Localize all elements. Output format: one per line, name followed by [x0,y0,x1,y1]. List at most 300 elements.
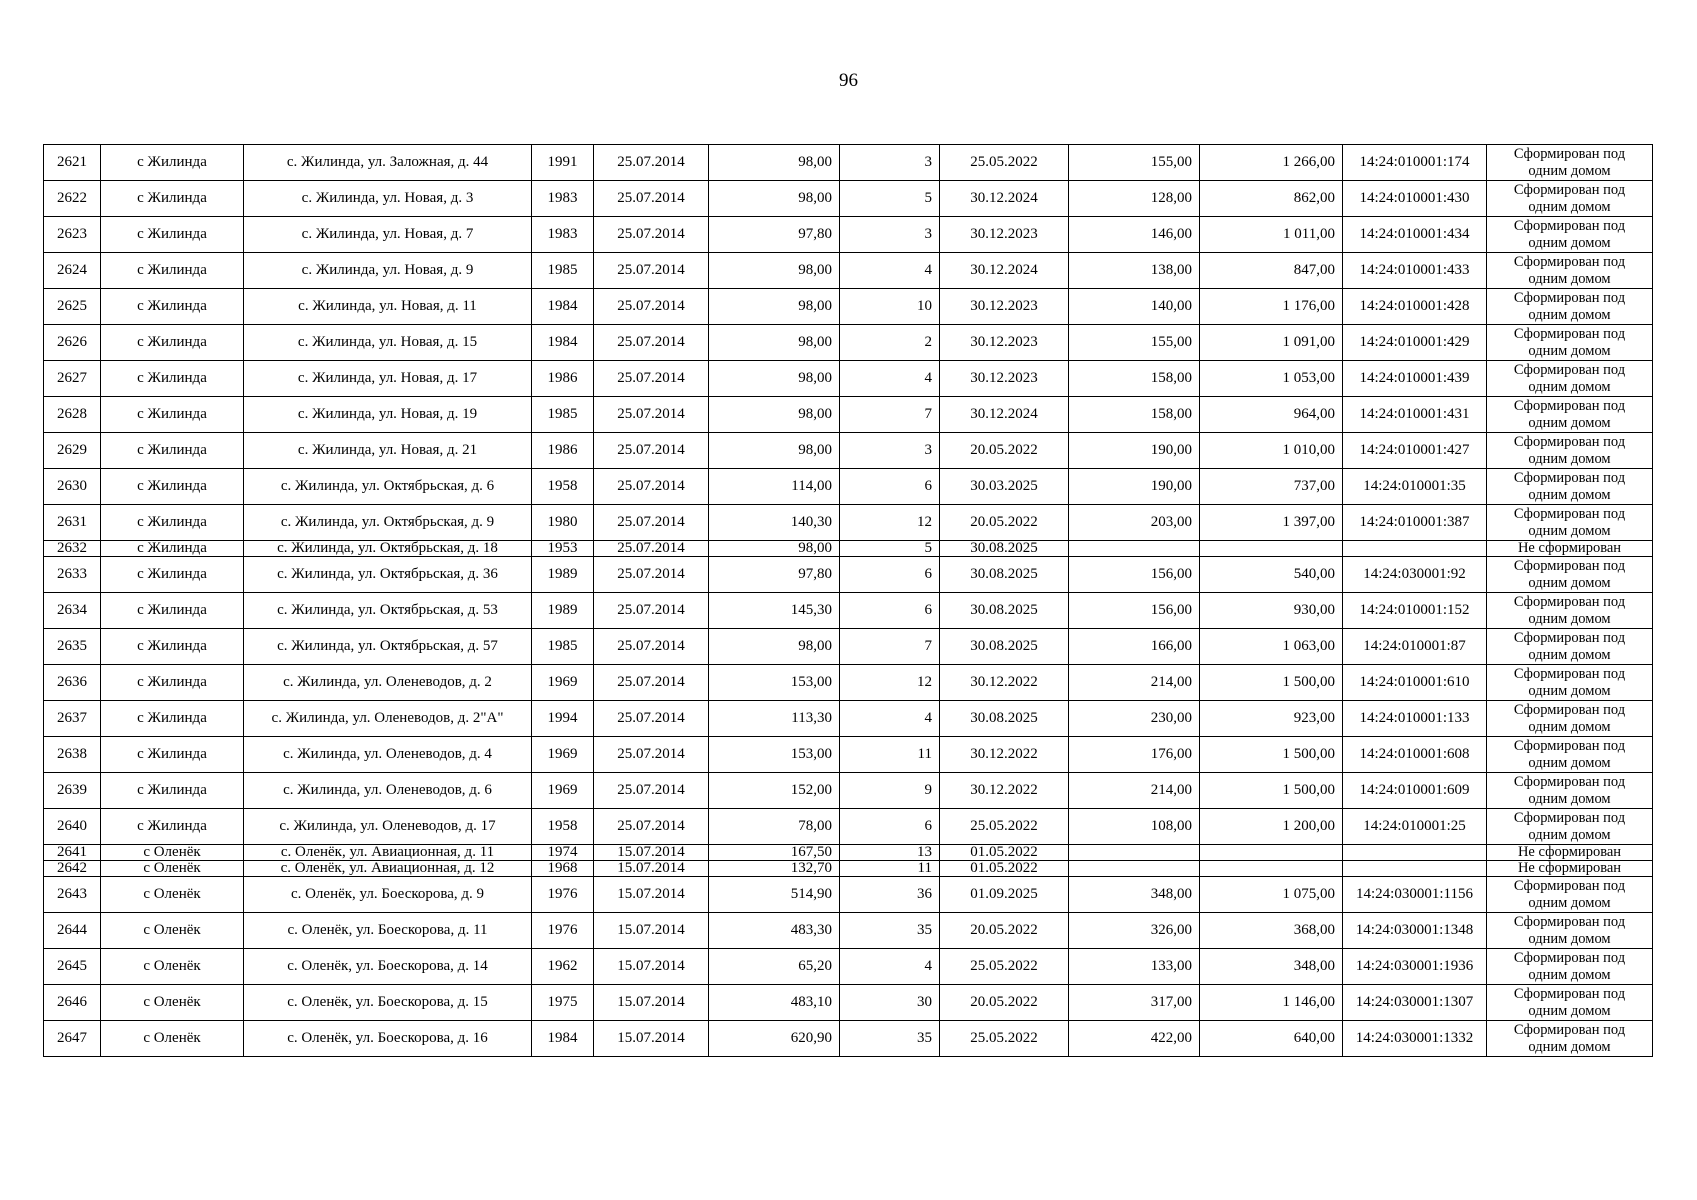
table-row [44,433,1653,469]
cell-land-area: 214,00 [1069,773,1200,809]
cell-address: с. Жилинда, ул. Оленеводов, д. 4 [244,737,532,773]
cell-land-status: Сформирован под одним домом [1487,433,1653,469]
cell-row-number: 2630 [44,469,101,505]
table-row [44,737,1653,773]
cell-inclusion-date: 15.07.2014 [594,861,709,877]
cell-residents: 9 [840,773,940,809]
cell-residents: 12 [840,505,940,541]
table-row [44,289,1653,325]
cell-settlement: с Жилинда [101,541,244,557]
cell-cadastral-value: 923,00 [1200,701,1343,737]
cell-resettlement-date: 01.05.2022 [940,845,1069,861]
cell-land-area: 214,00 [1069,665,1200,701]
cell-residents: 6 [840,809,940,845]
cell-land-status: Сформирован под одним домом [1487,397,1653,433]
cell-resettlement-date: 25.05.2022 [940,949,1069,985]
cell-row-number: 2625 [44,289,101,325]
cell-resettlement-date: 30.08.2025 [940,593,1069,629]
cell-land-status: Сформирован под одним домом [1487,985,1653,1021]
cell-cadastral-number: 14:24:010001:35 [1343,469,1487,505]
cell-land-area: 326,00 [1069,913,1200,949]
cell-settlement: с Жилинда [101,289,244,325]
table-row [44,701,1653,737]
cell-build-year: 1983 [532,217,594,253]
cell-cadastral-number [1343,845,1487,861]
cell-residents: 36 [840,877,940,913]
cell-settlement: с Жилинда [101,665,244,701]
cell-resettlement-date: 30.12.2022 [940,737,1069,773]
cell-land-area: 158,00 [1069,361,1200,397]
cell-address: с. Оленёк, ул. Боескорова, д. 9 [244,877,532,913]
cell-area: 132,70 [709,861,840,877]
cell-address: с. Жилинда, ул. Октябрьская, д. 57 [244,629,532,665]
cell-cadastral-number: 14:24:010001:25 [1343,809,1487,845]
table-row [44,397,1653,433]
cell-land-status: Сформирован под одним домом [1487,773,1653,809]
table-row [44,145,1653,181]
cell-cadastral-value: 1 063,00 [1200,629,1343,665]
cell-cadastral-number [1343,541,1487,557]
cell-build-year: 1976 [532,877,594,913]
cell-cadastral-number: 14:24:010001:439 [1343,361,1487,397]
cell-settlement: с Оленёк [101,985,244,1021]
cell-area: 153,00 [709,737,840,773]
housing-registry-table [43,144,1653,1057]
cell-cadastral-value: 1 053,00 [1200,361,1343,397]
cell-build-year: 1985 [532,253,594,289]
cell-land-area: 155,00 [1069,325,1200,361]
cell-area: 140,30 [709,505,840,541]
cell-address: с. Жилинда, ул. Новая, д. 3 [244,181,532,217]
cell-build-year: 1969 [532,737,594,773]
cell-inclusion-date: 15.07.2014 [594,949,709,985]
table-row [44,1021,1653,1057]
cell-land-status: Сформирован под одним домом [1487,217,1653,253]
cell-area: 483,10 [709,985,840,1021]
cell-area: 97,80 [709,557,840,593]
cell-build-year: 1985 [532,629,594,665]
cell-cadastral-value [1200,861,1343,877]
cell-cadastral-number: 14:24:030001:1936 [1343,949,1487,985]
cell-land-status: Сформирован под одним домом [1487,913,1653,949]
cell-row-number: 2639 [44,773,101,809]
cell-settlement: с Жилинда [101,433,244,469]
cell-row-number: 2640 [44,809,101,845]
cell-cadastral-number: 14:24:010001:430 [1343,181,1487,217]
cell-land-status: Сформирован под одним домом [1487,665,1653,701]
cell-address: с. Жилинда, ул. Оленеводов, д. 2 [244,665,532,701]
cell-cadastral-value: 930,00 [1200,593,1343,629]
cell-cadastral-number: 14:24:010001:429 [1343,325,1487,361]
cell-address: с. Жилинда, ул. Октябрьская, д. 9 [244,505,532,541]
cell-settlement: с Оленёк [101,845,244,861]
cell-settlement: с Жилинда [101,773,244,809]
cell-land-area: 155,00 [1069,145,1200,181]
cell-build-year: 1953 [532,541,594,557]
cell-inclusion-date: 25.07.2014 [594,289,709,325]
cell-cadastral-value: 1 397,00 [1200,505,1343,541]
cell-land-area: 317,00 [1069,985,1200,1021]
cell-settlement: с Жилинда [101,629,244,665]
cell-residents: 35 [840,913,940,949]
cell-cadastral-number: 14:24:010001:427 [1343,433,1487,469]
cell-land-status: Сформирован под одним домом [1487,145,1653,181]
cell-area: 98,00 [709,145,840,181]
cell-residents: 7 [840,629,940,665]
table-row [44,845,1653,861]
cell-residents: 6 [840,469,940,505]
cell-land-status: Сформирован под одним домом [1487,253,1653,289]
cell-resettlement-date: 20.05.2022 [940,913,1069,949]
cell-area: 153,00 [709,665,840,701]
cell-cadastral-number: 14:24:030001:92 [1343,557,1487,593]
table-body [44,145,1653,1057]
cell-area: 98,00 [709,253,840,289]
cell-settlement: с Жилинда [101,325,244,361]
cell-area: 98,00 [709,289,840,325]
cell-residents: 35 [840,1021,940,1057]
table-row [44,809,1653,845]
table-row [44,505,1653,541]
cell-area: 98,00 [709,541,840,557]
cell-row-number: 2646 [44,985,101,1021]
cell-resettlement-date: 20.05.2022 [940,985,1069,1021]
table-row [44,253,1653,289]
cell-settlement: с Жилинда [101,145,244,181]
cell-build-year: 1989 [532,557,594,593]
table-row [44,913,1653,949]
cell-resettlement-date: 30.12.2023 [940,361,1069,397]
cell-build-year: 1984 [532,1021,594,1057]
cell-area: 514,90 [709,877,840,913]
cell-resettlement-date: 01.05.2022 [940,861,1069,877]
cell-resettlement-date: 30.12.2024 [940,397,1069,433]
cell-resettlement-date: 30.12.2023 [940,325,1069,361]
cell-cadastral-value: 964,00 [1200,397,1343,433]
cell-build-year: 1958 [532,809,594,845]
cell-settlement: с Жилинда [101,701,244,737]
cell-residents: 4 [840,949,940,985]
cell-build-year: 1974 [532,845,594,861]
cell-row-number: 2644 [44,913,101,949]
cell-inclusion-date: 25.07.2014 [594,469,709,505]
cell-resettlement-date: 30.08.2025 [940,541,1069,557]
table-row [44,217,1653,253]
cell-resettlement-date: 30.12.2023 [940,217,1069,253]
cell-resettlement-date: 30.12.2022 [940,773,1069,809]
cell-land-area [1069,845,1200,861]
cell-address: с. Оленёк, ул. Боескорова, д. 14 [244,949,532,985]
cell-cadastral-number: 14:24:030001:1156 [1343,877,1487,913]
cell-settlement: с Оленёк [101,913,244,949]
cell-cadastral-value: 1 010,00 [1200,433,1343,469]
cell-address: с. Жилинда, ул. Новая, д. 17 [244,361,532,397]
cell-cadastral-value [1200,845,1343,861]
cell-row-number: 2637 [44,701,101,737]
cell-row-number: 2629 [44,433,101,469]
table-row [44,773,1653,809]
cell-inclusion-date: 25.07.2014 [594,701,709,737]
table-row [44,541,1653,557]
cell-settlement: с Оленёк [101,949,244,985]
table-row [44,469,1653,505]
cell-area: 98,00 [709,361,840,397]
table-row [44,861,1653,877]
cell-residents: 12 [840,665,940,701]
cell-address: с. Жилинда, ул. Новая, д. 21 [244,433,532,469]
table-row [44,325,1653,361]
cell-cadastral-value: 368,00 [1200,913,1343,949]
cell-residents: 4 [840,253,940,289]
cell-land-area: 158,00 [1069,397,1200,433]
cell-land-status: Не сформирован [1487,845,1653,861]
cell-cadastral-number: 14:24:010001:608 [1343,737,1487,773]
cell-resettlement-date: 25.05.2022 [940,809,1069,845]
cell-address: с. Жилинда, ул. Оленеводов, д. 17 [244,809,532,845]
cell-cadastral-value: 1 075,00 [1200,877,1343,913]
cell-cadastral-value: 847,00 [1200,253,1343,289]
cell-land-status: Сформирован под одним домом [1487,737,1653,773]
cell-cadastral-number: 14:24:010001:133 [1343,701,1487,737]
cell-cadastral-number: 14:24:010001:87 [1343,629,1487,665]
cell-resettlement-date: 01.09.2025 [940,877,1069,913]
cell-settlement: с Жилинда [101,505,244,541]
cell-row-number: 2627 [44,361,101,397]
cell-land-status: Сформирован под одним домом [1487,629,1653,665]
table-row [44,949,1653,985]
cell-land-status: Сформирован под одним домом [1487,469,1653,505]
cell-address: с. Оленёк, ул. Боескорова, д. 16 [244,1021,532,1057]
cell-inclusion-date: 15.07.2014 [594,913,709,949]
cell-residents: 10 [840,289,940,325]
cell-build-year: 1989 [532,593,594,629]
cell-row-number: 2626 [44,325,101,361]
cell-address: с. Жилинда, ул. Новая, д. 15 [244,325,532,361]
cell-address: с. Жилинда, ул. Новая, д. 9 [244,253,532,289]
cell-inclusion-date: 25.07.2014 [594,773,709,809]
cell-land-status: Сформирован под одним домом [1487,949,1653,985]
cell-land-status: Сформирован под одним домом [1487,701,1653,737]
cell-area: 98,00 [709,181,840,217]
cell-row-number: 2624 [44,253,101,289]
cell-settlement: с Жилинда [101,253,244,289]
cell-cadastral-number [1343,861,1487,877]
cell-cadastral-value: 1 266,00 [1200,145,1343,181]
cell-row-number: 2642 [44,861,101,877]
cell-cadastral-value: 1 146,00 [1200,985,1343,1021]
cell-resettlement-date: 30.12.2024 [940,181,1069,217]
cell-row-number: 2623 [44,217,101,253]
cell-inclusion-date: 25.07.2014 [594,541,709,557]
cell-inclusion-date: 25.07.2014 [594,557,709,593]
cell-land-status: Сформирован под одним домом [1487,877,1653,913]
cell-row-number: 2635 [44,629,101,665]
cell-address: с. Жилинда, ул. Новая, д. 11 [244,289,532,325]
cell-resettlement-date: 30.12.2022 [940,665,1069,701]
cell-cadastral-value: 348,00 [1200,949,1343,985]
cell-residents: 11 [840,737,940,773]
cell-area: 114,00 [709,469,840,505]
cell-land-area [1069,861,1200,877]
cell-area: 65,20 [709,949,840,985]
cell-inclusion-date: 25.07.2014 [594,325,709,361]
cell-cadastral-value: 1 500,00 [1200,665,1343,701]
cell-row-number: 2628 [44,397,101,433]
table-row [44,877,1653,913]
cell-row-number: 2643 [44,877,101,913]
cell-inclusion-date: 15.07.2014 [594,877,709,913]
cell-area: 98,00 [709,433,840,469]
cell-area: 98,00 [709,629,840,665]
cell-row-number: 2621 [44,145,101,181]
cell-row-number: 2631 [44,505,101,541]
cell-area: 167,50 [709,845,840,861]
table-row [44,665,1653,701]
cell-land-area: 348,00 [1069,877,1200,913]
cell-cadastral-number: 14:24:010001:174 [1343,145,1487,181]
cell-cadastral-number: 14:24:030001:1332 [1343,1021,1487,1057]
cell-settlement: с Оленёк [101,1021,244,1057]
cell-cadastral-value: 1 500,00 [1200,737,1343,773]
cell-inclusion-date: 25.07.2014 [594,593,709,629]
cell-build-year: 1969 [532,665,594,701]
cell-residents: 6 [840,557,940,593]
cell-settlement: с Жилинда [101,469,244,505]
cell-address: с. Жилинда, ул. Октябрьская, д. 53 [244,593,532,629]
table-row [44,181,1653,217]
cell-build-year: 1980 [532,505,594,541]
cell-settlement: с Жилинда [101,181,244,217]
cell-build-year: 1986 [532,361,594,397]
cell-residents: 3 [840,217,940,253]
cell-area: 78,00 [709,809,840,845]
cell-land-status: Сформирован под одним домом [1487,505,1653,541]
cell-inclusion-date: 25.07.2014 [594,253,709,289]
cell-address: с. Жилинда, ул. Оленеводов, д. 2"А" [244,701,532,737]
cell-settlement: с Жилинда [101,593,244,629]
cell-land-area: 156,00 [1069,593,1200,629]
cell-row-number: 2622 [44,181,101,217]
cell-row-number: 2634 [44,593,101,629]
cell-residents: 5 [840,541,940,557]
cell-land-area: 156,00 [1069,557,1200,593]
cell-cadastral-number: 14:24:030001:1348 [1343,913,1487,949]
cell-resettlement-date: 30.12.2024 [940,253,1069,289]
cell-land-status: Не сформирован [1487,541,1653,557]
cell-cadastral-number: 14:24:030001:1307 [1343,985,1487,1021]
cell-resettlement-date: 30.08.2025 [940,557,1069,593]
cell-address: с. Жилинда, ул. Новая, д. 19 [244,397,532,433]
cell-inclusion-date: 25.07.2014 [594,361,709,397]
cell-cadastral-value: 737,00 [1200,469,1343,505]
cell-cadastral-number: 14:24:010001:434 [1343,217,1487,253]
cell-settlement: с Жилинда [101,809,244,845]
cell-area: 152,00 [709,773,840,809]
cell-land-area: 190,00 [1069,469,1200,505]
cell-residents: 13 [840,845,940,861]
cell-residents: 11 [840,861,940,877]
cell-inclusion-date: 25.07.2014 [594,217,709,253]
cell-cadastral-value: 640,00 [1200,1021,1343,1057]
cell-inclusion-date: 25.07.2014 [594,737,709,773]
cell-area: 98,00 [709,397,840,433]
cell-settlement: с Оленёк [101,861,244,877]
cell-residents: 6 [840,593,940,629]
cell-residents: 30 [840,985,940,1021]
cell-settlement: с Жилинда [101,217,244,253]
cell-cadastral-number: 14:24:010001:610 [1343,665,1487,701]
cell-row-number: 2633 [44,557,101,593]
cell-inclusion-date: 25.07.2014 [594,433,709,469]
cell-build-year: 1969 [532,773,594,809]
cell-land-area: 230,00 [1069,701,1200,737]
cell-inclusion-date: 25.07.2014 [594,809,709,845]
cell-residents: 7 [840,397,940,433]
cell-settlement: с Оленёк [101,877,244,913]
cell-row-number: 2645 [44,949,101,985]
cell-land-area: 133,00 [1069,949,1200,985]
cell-inclusion-date: 25.07.2014 [594,665,709,701]
cell-resettlement-date: 25.05.2022 [940,1021,1069,1057]
cell-cadastral-value: 862,00 [1200,181,1343,217]
cell-resettlement-date: 30.08.2025 [940,701,1069,737]
cell-address: с. Жилинда, ул. Новая, д. 7 [244,217,532,253]
cell-cadastral-value: 1 011,00 [1200,217,1343,253]
cell-area: 98,00 [709,325,840,361]
cell-land-area: 138,00 [1069,253,1200,289]
table-row [44,629,1653,665]
cell-cadastral-number: 14:24:010001:387 [1343,505,1487,541]
cell-row-number: 2636 [44,665,101,701]
cell-build-year: 1984 [532,289,594,325]
cell-address: с. Жилинда, ул. Октябрьская, д. 18 [244,541,532,557]
cell-cadastral-value: 1 091,00 [1200,325,1343,361]
cell-land-area: 146,00 [1069,217,1200,253]
cell-row-number: 2638 [44,737,101,773]
cell-address: с. Жилинда, ул. Октябрьская, д. 6 [244,469,532,505]
cell-land-status: Сформирован под одним домом [1487,325,1653,361]
cell-area: 145,30 [709,593,840,629]
cell-land-area: 128,00 [1069,181,1200,217]
cell-land-status: Сформирован под одним домом [1487,593,1653,629]
cell-residents: 5 [840,181,940,217]
cell-inclusion-date: 15.07.2014 [594,845,709,861]
cell-residents: 3 [840,145,940,181]
cell-land-status: Сформирован под одним домом [1487,1021,1653,1057]
cell-address: с. Жилинда, ул. Октябрьская, д. 36 [244,557,532,593]
cell-row-number: 2641 [44,845,101,861]
cell-land-status: Сформирован под одним домом [1487,557,1653,593]
cell-address: с. Жилинда, ул. Оленеводов, д. 6 [244,773,532,809]
cell-row-number: 2632 [44,541,101,557]
table-row [44,985,1653,1021]
cell-build-year: 1986 [532,433,594,469]
cell-settlement: с Жилинда [101,557,244,593]
cell-build-year: 1991 [532,145,594,181]
cell-build-year: 1984 [532,325,594,361]
cell-build-year: 1976 [532,913,594,949]
cell-land-status: Сформирован под одним домом [1487,361,1653,397]
cell-inclusion-date: 15.07.2014 [594,1021,709,1057]
cell-area: 483,30 [709,913,840,949]
cell-land-area: 108,00 [1069,809,1200,845]
cell-residents: 3 [840,433,940,469]
cell-build-year: 1983 [532,181,594,217]
cell-cadastral-value: 540,00 [1200,557,1343,593]
cell-build-year: 1958 [532,469,594,505]
cell-cadastral-number: 14:24:010001:431 [1343,397,1487,433]
cell-cadastral-number: 14:24:010001:428 [1343,289,1487,325]
